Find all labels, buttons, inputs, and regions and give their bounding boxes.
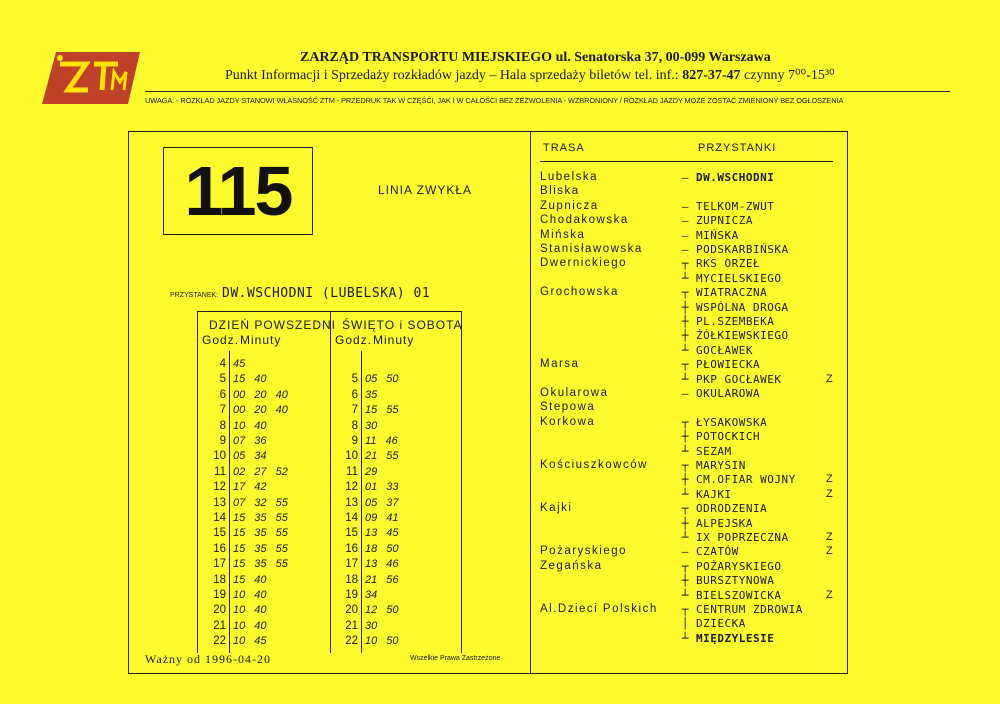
header-divider <box>145 91 950 92</box>
route-stop: CZATÓW <box>696 545 739 559</box>
route-stop: MARYSIN <box>696 459 746 472</box>
route-connector: ┴ <box>681 588 689 602</box>
route-connector: │ <box>681 617 689 631</box>
route-street: Kajki <box>540 502 573 515</box>
rights-note: Wszelkie Prawa Zastrzeżone <box>410 655 501 662</box>
line-type: LINIA ZWYKŁA <box>378 183 473 197</box>
holiday-minutes: 30 <box>365 619 378 632</box>
route-connector: – <box>681 545 689 559</box>
holiday-hour-line <box>361 351 362 653</box>
weekday-hour: 11 <box>214 465 226 478</box>
route-connector: ┬ <box>681 358 689 372</box>
route-connector: ┴ <box>681 487 689 501</box>
holiday-minutes: 01 33 <box>365 481 399 494</box>
route-stop: ZUPNICZA <box>696 214 753 228</box>
route-connector: ┼ <box>681 300 689 314</box>
route-street: Zupnicza <box>540 199 599 212</box>
route-street: Marsa <box>540 358 580 371</box>
info-phone: 827-37-47 <box>682 68 741 83</box>
weekday-minutes: 07 36 <box>233 435 267 447</box>
route-connector: ┬ <box>681 415 689 429</box>
holiday-minutes: 13 46 <box>365 558 399 571</box>
route-connector: ┬ <box>681 603 689 616</box>
frame-divider <box>530 131 531 674</box>
holiday-minutes: 15 55 <box>365 404 399 417</box>
weekday-minutes: 10 45 <box>233 635 267 648</box>
weekday-hour: 9 <box>219 435 226 447</box>
route-connector: – <box>681 387 689 400</box>
route-stop: WSPÓLNA DROGA <box>696 300 789 314</box>
line-number-box <box>163 147 313 235</box>
route-connector: ┴ <box>681 531 689 544</box>
route-stop: ODRODZENIA <box>696 502 768 516</box>
route-connector: – <box>681 228 689 242</box>
holiday-hour: 10 <box>345 450 358 463</box>
route-stop: PKP GOCŁAWEK <box>696 372 782 386</box>
weekday-hour: 16 <box>213 542 226 555</box>
weekday-hour: 17 <box>213 558 226 571</box>
route-stop: MIŃSKA <box>696 228 739 242</box>
route-stop: MYCIELSKIEGO <box>696 271 782 285</box>
route-connector: ┬ <box>681 559 689 573</box>
stop-label: PRZYSTANEK: <box>170 292 219 299</box>
timetable-divider <box>330 311 331 653</box>
on-request-flag: Z <box>826 487 833 500</box>
route-connector: – <box>681 214 689 228</box>
route-connector: ┼ <box>681 430 689 444</box>
weekday-col-hour: Godz. <box>202 333 240 347</box>
holiday-title: ŚWIĘTO i SOBOTA <box>342 318 463 332</box>
weekday-hour: 20 <box>213 604 226 617</box>
route-street: Al.Dzieci Polskich <box>540 603 658 615</box>
holiday-hour: 14 <box>345 512 358 524</box>
route-street: Stanisławowska <box>540 243 643 255</box>
route-connector: ┼ <box>681 516 689 530</box>
holiday-minutes: 12 50 <box>365 604 399 617</box>
holiday-minutes: 34 <box>365 589 378 601</box>
holiday-hour: 11 <box>346 465 358 478</box>
stops-col-header: PRZYSTANKI <box>698 142 777 154</box>
route-street: Okularowa <box>540 387 609 399</box>
holiday-hour: 12 <box>345 481 358 494</box>
route-connector: ┴ <box>681 444 689 458</box>
route-stop: BURSZTYNOWA <box>696 574 775 588</box>
weekday-minutes: 15 40 <box>233 373 267 386</box>
weekday-minutes: 00 20 40 <box>233 388 288 401</box>
stop-name: DW.WSCHODNI (LUBELSKA) 01 <box>222 286 431 301</box>
route-street: Kościuszkowców <box>540 459 648 471</box>
holiday-hour: 20 <box>345 604 358 617</box>
weekday-minutes: 02 27 52 <box>233 465 288 478</box>
holiday-minutes: 29 <box>365 465 378 478</box>
holiday-hour: 18 <box>345 573 358 586</box>
route-connector: ┴ <box>681 631 689 645</box>
holiday-minutes: 21 56 <box>365 573 399 586</box>
weekday-minutes: 05 34 <box>233 450 267 463</box>
weekday-minutes: 07 32 55 <box>233 496 288 509</box>
holiday-minutes: 30 <box>365 419 378 432</box>
weekday-hour: 6 <box>219 388 226 401</box>
route-stop: POTOCKICH <box>696 430 761 444</box>
weekday-hour: 5 <box>219 373 226 386</box>
route-stop: WIATRACZNA <box>696 286 768 300</box>
weekday-minutes: 17 42 <box>233 481 267 494</box>
route-stop: BIELSZOWICKA <box>696 588 782 602</box>
route-stop: PODSKARBIŃSKA <box>696 243 789 256</box>
route-stop: CM.OFIAR WOJNY <box>696 473 796 487</box>
weekday-hour: 13 <box>213 496 226 509</box>
holiday-minutes: 35 <box>365 388 378 401</box>
holiday-hour: 6 <box>351 388 358 401</box>
holiday-hour: 21 <box>345 619 358 632</box>
weekday-minutes: 15 40 <box>233 573 267 586</box>
route-stop: ALPEJSKA <box>696 516 753 530</box>
route-connector: ┼ <box>681 329 689 343</box>
route-connector: ┬ <box>681 502 689 516</box>
route-stop: KAJKI <box>696 487 732 501</box>
ztm-logo <box>40 50 140 106</box>
weekday-hour-line <box>229 351 230 653</box>
route-stop: SEZAM <box>696 444 732 458</box>
weekday-hour: 4 <box>219 358 226 370</box>
holiday-minutes: 11 46 <box>365 435 398 447</box>
route-stop: OKULAROWA <box>696 387 761 400</box>
weekday-minutes: 10 40 <box>233 604 267 617</box>
weekday-minutes: 15 35 55 <box>233 512 288 524</box>
holiday-minutes: 09 41 <box>365 512 399 524</box>
holiday-minutes: 05 37 <box>365 496 399 509</box>
route-connector: – <box>681 171 689 184</box>
route-connector: ┬ <box>681 257 689 271</box>
route-stop: PL.SZEMBEKA <box>696 315 775 328</box>
weekday-minutes: 15 35 55 <box>233 542 288 555</box>
route-stop: DW.WSCHODNI <box>696 171 775 184</box>
weekday-minutes: 15 35 55 <box>233 558 288 571</box>
route-connector: ┬ <box>681 286 689 300</box>
route-connector: ┴ <box>681 343 689 357</box>
holiday-minutes: 05 50 <box>365 373 399 386</box>
holiday-minutes: 18 50 <box>365 542 399 555</box>
weekday-title: DZIEŃ POWSZEDNI <box>209 318 337 332</box>
holiday-hour: 9 <box>351 435 358 447</box>
info-line <box>225 67 835 84</box>
weekday-hour: 14 <box>213 512 226 524</box>
weekday-hour: 15 <box>213 527 226 540</box>
holiday-minutes: 13 45 <box>365 527 399 540</box>
route-connector: ┴ <box>681 271 689 285</box>
route-street: Zegańska <box>540 559 603 572</box>
weekday-minutes: 45 <box>233 358 246 370</box>
route-stop: IX POPRZECZNA <box>696 531 789 544</box>
route-connector: – <box>681 199 689 213</box>
route-street: Lubelska <box>540 171 599 183</box>
route-connector: – <box>681 243 689 256</box>
route-col-header: TRASA <box>543 142 585 154</box>
route-street: Bliska <box>540 185 580 198</box>
weekday-hour: 19 <box>213 589 226 601</box>
holiday-minutes: 10 50 <box>365 635 399 648</box>
weekday-col-minutes: Minuty <box>240 333 282 347</box>
holiday-hour: 16 <box>345 542 358 555</box>
holiday-hour: 17 <box>345 558 358 571</box>
on-request-flag: Z <box>826 372 833 385</box>
route-street: Grochowska <box>540 286 619 299</box>
info-hours: czynny 7⁰⁰-15³⁰ <box>744 68 835 83</box>
weekday-hour: 10 <box>213 450 226 463</box>
holiday-hour: 19 <box>345 589 358 601</box>
route-stop: POŻARYSKIEGO <box>696 559 782 573</box>
route-connector: ┬ <box>681 459 689 472</box>
holiday-hour: 5 <box>351 373 358 386</box>
route-street: Pożaryskiego <box>540 545 628 558</box>
route-stop: TELKOM-ZWUT <box>696 199 775 213</box>
holiday-hour: 7 <box>351 404 358 417</box>
route-street: Stepowa <box>540 401 596 414</box>
on-request-flag: Z <box>826 473 833 486</box>
route-stop: ŁYSAKOWSKA <box>696 415 768 429</box>
weekday-hour: 18 <box>213 573 226 586</box>
holiday-hour: 13 <box>345 496 358 509</box>
weekday-hour: 22 <box>213 635 226 648</box>
route-connector: ┼ <box>681 574 689 588</box>
weekday-hour: 21 <box>213 619 226 632</box>
route-stop: RKS ORZEŁ <box>696 257 761 271</box>
weekday-minutes: 15 35 55 <box>233 527 288 540</box>
holiday-hour: 15 <box>345 527 358 540</box>
weekday-minutes: 10 40 <box>233 419 267 432</box>
route-connector: ┴ <box>681 372 689 386</box>
route-stop: GOCŁAWEK <box>696 343 753 357</box>
valid-from: Ważny od 1996-04-20 <box>145 652 272 666</box>
weekday-hour: 12 <box>213 481 226 494</box>
route-header-line <box>540 161 833 162</box>
route-street: Mińska <box>540 228 586 241</box>
route-street: Dwernickiego <box>540 257 628 270</box>
route-stop: CENTRUM ZDROWIA <box>696 603 803 616</box>
authority-title: ZARZĄD TRANSPORTU MIEJSKIEGO ul. Senatorska 37, 00-099 Warszawa <box>300 50 771 65</box>
holiday-hour: 22 <box>345 635 358 648</box>
weekday-hour: 8 <box>219 419 226 432</box>
route-connector: ┼ <box>681 315 689 328</box>
weekday-hour: 7 <box>219 404 226 417</box>
weekday-minutes: 10 40 <box>233 589 267 601</box>
weekday-minutes: 00 20 40 <box>233 404 288 417</box>
holiday-col-minutes: Minuty <box>373 333 415 347</box>
on-request-flag: Z <box>826 545 833 558</box>
on-request-flag: Z <box>826 588 833 601</box>
holiday-col-hour: Godz. <box>335 333 373 347</box>
route-stop: MIĘDZYLESIE <box>696 631 775 645</box>
line-number: 115 <box>184 152 292 230</box>
route-stop: PŁOWIECKA <box>696 358 761 372</box>
route-connector: ┼ <box>681 473 689 487</box>
route-street: Korkowa <box>540 415 596 428</box>
weekday-minutes: 10 40 <box>233 619 267 632</box>
on-request-flag: Z <box>826 531 833 543</box>
route-stop: DZIECKA <box>696 617 746 631</box>
route-stop: ŻÓŁKIEWSKIEGO <box>696 329 789 343</box>
holiday-hour: 8 <box>351 419 358 432</box>
route-street: Chodakowska <box>540 214 629 227</box>
copyright-warning: UWAGA: - ROZKŁAD JAZDY STANOWI WŁASNOŚĆ ZTM - PRZEDRUK TAK W CZĘŚCI, JAK I W CAŁOŚCI BEZ ZEZWOLENIA - WZBRONIONY / ROZKŁAD JAZDY MOŻE ZOSTAĆ ZMIENIONY BEZ OGŁOSZENIA <box>145 96 844 105</box>
info-text: Punkt Informacji i Sprzedaży rozkładów jazdy – Hala sprzedaży biletów tel. inf.: <box>225 68 679 83</box>
holiday-minutes: 21 55 <box>365 450 399 463</box>
